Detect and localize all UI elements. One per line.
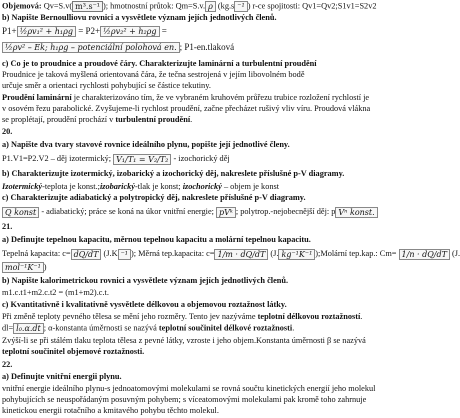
text-line: Při změně teploty pevného tělesa se mění jeho rozměry. Tento jev nazýváme teplotní délkovou roztažností. — [2, 312, 363, 321]
equation: dQ/dT — [71, 249, 102, 260]
text-line: se proplétají, proudění prochází v turbulentní proudění. — [2, 115, 193, 124]
text-line: m1.c.t1+m2.c.t2 = (m1+m2).c.t. — [2, 288, 109, 297]
question-heading: b) Charakterizujte izotermický, izobarický a izochorický děj, nakreslete příslušné p-V diagramy. — [2, 169, 345, 178]
text-line-terms: ½ρv² – Ek; h₁ρg – potenciální polohová en. ; P1-en.tlaková — [2, 41, 234, 54]
text-line: kinetickou energii rotačního a kmitavého pohybu těchto molekul. — [2, 406, 219, 415]
equation: mol⁻¹K⁻¹ — [2, 262, 44, 273]
text-line-1: Objemová: Qv=S.v( m³.s⁻¹ ); hmotnostní průtok: Qm=S.v. ρ (kg.s ⁻¹ ) r-ce spojitosti: Qv1=Qv2;S1v1=S2v2 — [2, 1, 377, 11]
equation: ½ρv₁² + h₁ρg — [17, 26, 76, 37]
question-number: 21. — [2, 222, 13, 231]
question-heading: b) Napište Bernoulliovu rovnici a vysvětlete význam jejích jednotlivých členů. — [2, 13, 277, 22]
equation: ⁻¹ — [118, 249, 131, 260]
equation: ½ρv² – Ek; h₁ρg – potenciální polohová en. — [2, 42, 180, 53]
text-line: Tepelná kapacita: c= dQ/dT (J.K ⁻¹ ); Měrná tep.kapacita: c= 1/m · dQ/dT (J. kg⁻¹K⁻¹ );Molární tep.kap.: Cm= 1/n · dQ/dT (J. — [2, 249, 460, 259]
text-line: Zvýší-li se při stálém tlaku teplota tělesa z pevné látky, vzroste i jeho objem.Konstanta úměrnosti β se nazývá — [2, 336, 366, 345]
equation: V₁/T₁ = V₂/T₂ — [113, 154, 171, 165]
equation: kg⁻¹K⁻¹ — [278, 249, 315, 260]
equation: Vⁿ konst. — [335, 207, 377, 218]
text-line: mol⁻¹K⁻¹ ) — [2, 262, 47, 273]
text-line: určuje směr a orientaci rychlosti pohybující se částice tekutiny. — [2, 81, 211, 90]
text-line: P1.V1=P2.V2 – děj izotermický; V₁/T₁ = V₂/T₂ - izochorický děj — [2, 154, 230, 164]
equation: m³.s⁻¹ — [72, 1, 103, 12]
question-heading: c) Charakterizujte adiabatický a polytropický děj, nakreslete příslušné p-V diagramy. — [2, 193, 306, 202]
text-line: dl= l₀.α.dt ; α-konstanta úměrnosti se nazývá teplotní součinitel délkové roztažnosti. — [2, 323, 295, 333]
question-number: 22. — [2, 360, 13, 369]
question-heading: c) Co je to proudnice a proudové čáry. Charakterizujte laminární a turbulentní proudění — [2, 59, 317, 68]
equation: ½ρv₂² + h₂ρg — [100, 26, 159, 37]
question-heading: a) Napište dva tvary stavové rovnice ideálního plynu, popište její jednotlivé členy. — [2, 140, 290, 149]
text-line: pohybujících se neuspořádaným posuvným pohybem; s víceatomovými molekulami pak kromě toho zahrnuje — [2, 395, 367, 404]
question-heading: c) Kvantitativně i kvalitativně vysvětlete délkovou a objemovou roztažnost látky. — [2, 300, 287, 309]
text-line: Proudnice je taková myšlená orientovaná čára, že tečna sestrojená v jejím libovolném bodě — [2, 70, 305, 79]
text-line: vnitřní energie ideálního plynu-s jednoatomovými molekulami se rovná součtu kinetických energií jeho molekul — [2, 384, 376, 393]
question-number: 20. — [2, 127, 13, 136]
equation: pVᵏ — [216, 207, 236, 218]
equation: l₀.α.dt — [13, 323, 44, 334]
text-line-bernoulli: P1+ ½ρv₁² + h₁ρg = P2+ ½ρv₂² + h₂ρg = — [2, 26, 167, 37]
text-line: Q konst - adiabatický; práce se koná na úkor vnitřní energie; pVᵏ ; polytrop.-nejobecnější děj: p Vⁿ konst. — [2, 206, 378, 218]
equation: 1/n · dQ/dT — [399, 249, 450, 260]
text-line: Proudění laminární je charakterizováno tím, že ve vybraném kruhovém průřezu trubice rozložení rychlostí je — [2, 93, 370, 102]
equation: ρ — [205, 1, 216, 12]
question-heading: a) Definujte vnitřní energii plynu. — [2, 372, 122, 381]
text-line: v osovém řezu parabolické. Zvyšujeme-li rychlost proudění, začne přecházet rušivý vliv víru. Proudová vlákna — [2, 104, 371, 113]
text-line: Izotermický-teplota je konst.;izobarický-tlak je konst; izochorický – objem je konst — [2, 182, 280, 191]
question-heading: a) Definujte tepelnou kapacitu, měrnou tepelnou kapacitu a molární tepelnou kapacitu. — [2, 235, 311, 244]
equation: 1/m · dQ/dT — [214, 249, 268, 260]
equation: ⁻¹ — [234, 1, 247, 12]
question-heading: b) Napište kalorimetrickou rovnici a vysvětlete význam jejích jednotlivých členů. — [2, 276, 289, 285]
equation: Q konst — [2, 207, 39, 218]
text-line: teplotní součinitel objemové roztažnosti. — [2, 347, 145, 356]
